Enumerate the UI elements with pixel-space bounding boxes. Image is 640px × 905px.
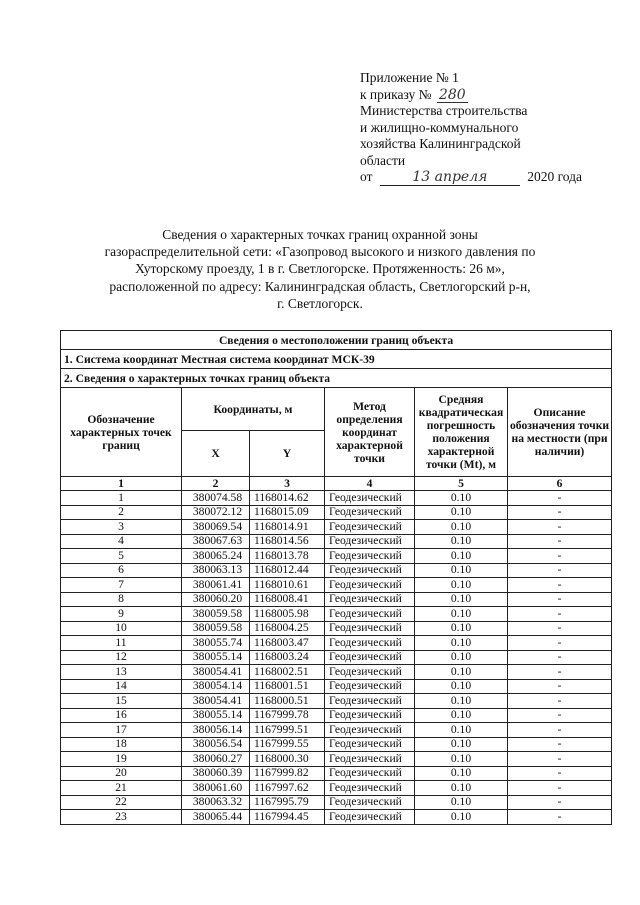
title-line2: газораспределительной сети: «Газопровод высокого и низкого давления по bbox=[104, 244, 536, 260]
x-coordinate-cell: 380060.20 bbox=[182, 592, 250, 607]
date-handwritten: 13 апреля bbox=[412, 169, 488, 185]
point-id-cell: 20 bbox=[61, 766, 182, 781]
method-cell: Геодезический bbox=[325, 723, 415, 738]
section-points-header: 2. Сведения о характерных точках границ объекта bbox=[61, 369, 612, 388]
point-id-cell: 15 bbox=[61, 694, 182, 709]
x-coordinate-cell: 380054.14 bbox=[182, 679, 250, 694]
header-error: Средняя квадратическая погрешность положения характерной точки (Mt), м bbox=[415, 388, 508, 477]
error-cell: 0.10 bbox=[415, 607, 508, 622]
point-id-cell: 11 bbox=[61, 636, 182, 651]
description-cell: - bbox=[508, 520, 612, 535]
y-coordinate-cell: 1168005.98 bbox=[250, 607, 325, 622]
error-cell: 0.10 bbox=[415, 505, 508, 520]
error-cell: 0.10 bbox=[415, 491, 508, 506]
x-coordinate-cell: 380063.13 bbox=[182, 563, 250, 578]
point-id-cell: 4 bbox=[61, 534, 182, 549]
error-cell: 0.10 bbox=[415, 781, 508, 796]
description-cell: - bbox=[508, 737, 612, 752]
y-coordinate-cell: 1167994.45 bbox=[250, 810, 325, 825]
y-coordinate-cell: 1168008.41 bbox=[250, 592, 325, 607]
description-cell: - bbox=[508, 650, 612, 665]
table-row bbox=[61, 737, 612, 752]
point-id-cell: 6 bbox=[61, 563, 182, 578]
y-coordinate-cell: 1168003.24 bbox=[250, 650, 325, 665]
point-id-cell: 13 bbox=[61, 665, 182, 680]
appendix-line1: Приложение № 1 bbox=[360, 70, 459, 85]
document-title bbox=[60, 226, 580, 312]
boundary-points-table bbox=[60, 330, 612, 825]
method-cell: Геодезический bbox=[325, 505, 415, 520]
error-cell: 0.10 bbox=[415, 534, 508, 549]
table-row bbox=[61, 636, 612, 651]
method-cell: Геодезический bbox=[325, 520, 415, 535]
date-underline bbox=[380, 169, 520, 186]
point-id-cell: 22 bbox=[61, 795, 182, 810]
table-row bbox=[61, 694, 612, 709]
y-coordinate-cell: 1168000.51 bbox=[250, 694, 325, 709]
y-coordinate-cell: 1167997.62 bbox=[250, 781, 325, 796]
x-coordinate-cell: 380056.14 bbox=[182, 723, 250, 738]
description-cell: - bbox=[508, 723, 612, 738]
table-row bbox=[61, 752, 612, 767]
y-coordinate-cell: 1168014.91 bbox=[250, 520, 325, 535]
table-row bbox=[61, 810, 612, 825]
y-coordinate-cell: 1168013.78 bbox=[250, 549, 325, 564]
description-cell: - bbox=[508, 708, 612, 723]
y-coordinate-cell: 1168000.30 bbox=[250, 752, 325, 767]
method-cell: Геодезический bbox=[325, 679, 415, 694]
error-cell: 0.10 bbox=[415, 766, 508, 781]
error-cell: 0.10 bbox=[415, 592, 508, 607]
y-coordinate-cell: 1168004.25 bbox=[250, 621, 325, 636]
date-suffix: 2020 года bbox=[527, 169, 583, 184]
y-coordinate-cell: 1168014.62 bbox=[250, 491, 325, 506]
table-row bbox=[61, 491, 612, 506]
y-coordinate-cell: 1168002.51 bbox=[250, 665, 325, 680]
point-id-cell: 5 bbox=[61, 549, 182, 564]
table-row bbox=[61, 505, 612, 520]
method-cell: Геодезический bbox=[325, 578, 415, 593]
y-coordinate-cell: 1167999.51 bbox=[250, 723, 325, 738]
description-cell: - bbox=[508, 607, 612, 622]
table-row bbox=[61, 679, 612, 694]
point-id-cell: 21 bbox=[61, 781, 182, 796]
error-cell: 0.10 bbox=[415, 795, 508, 810]
method-cell: Геодезический bbox=[325, 650, 415, 665]
x-coordinate-cell: 380061.60 bbox=[182, 781, 250, 796]
x-coordinate-cell: 380061.41 bbox=[182, 578, 250, 593]
x-coordinate-cell: 380055.74 bbox=[182, 636, 250, 651]
order-number-handwritten: 280 bbox=[438, 86, 466, 103]
method-cell: Геодезический bbox=[325, 737, 415, 752]
y-coordinate-cell: 1168012.44 bbox=[250, 563, 325, 578]
y-coordinate-cell: 1168010.61 bbox=[250, 578, 325, 593]
point-id-cell: 23 bbox=[61, 810, 182, 825]
error-cell: 0.10 bbox=[415, 636, 508, 651]
description-cell: - bbox=[508, 766, 612, 781]
error-cell: 0.10 bbox=[415, 694, 508, 709]
appendix-block bbox=[360, 70, 610, 186]
column-number: 4 bbox=[325, 477, 415, 491]
header-method: Метод определения координат характерной точки bbox=[325, 388, 415, 477]
column-number: 1 bbox=[61, 477, 182, 491]
x-coordinate-cell: 380067.63 bbox=[182, 534, 250, 549]
y-coordinate-cell: 1167999.78 bbox=[250, 708, 325, 723]
column-number: 3 bbox=[250, 477, 325, 491]
error-cell: 0.10 bbox=[415, 810, 508, 825]
method-cell: Геодезический bbox=[325, 592, 415, 607]
description-cell: - bbox=[508, 679, 612, 694]
header-coordinates: Координаты, м bbox=[182, 388, 325, 431]
column-number: 6 bbox=[508, 477, 612, 491]
method-cell: Геодезический bbox=[325, 491, 415, 506]
method-cell: Геодезический bbox=[325, 665, 415, 680]
method-cell: Геодезический bbox=[325, 694, 415, 709]
error-cell: 0.10 bbox=[415, 679, 508, 694]
x-coordinate-cell: 380069.54 bbox=[182, 520, 250, 535]
method-cell: Геодезический bbox=[325, 810, 415, 825]
method-cell: Геодезический bbox=[325, 752, 415, 767]
x-coordinate-cell: 380054.41 bbox=[182, 665, 250, 680]
x-coordinate-cell: 380065.44 bbox=[182, 810, 250, 825]
point-id-cell: 8 bbox=[61, 592, 182, 607]
column-number-row bbox=[61, 477, 612, 491]
description-cell: - bbox=[508, 694, 612, 709]
x-coordinate-cell: 380055.14 bbox=[182, 708, 250, 723]
x-coordinate-cell: 380065.24 bbox=[182, 549, 250, 564]
table-row bbox=[61, 723, 612, 738]
point-id-cell: 14 bbox=[61, 679, 182, 694]
title-line3: Хуторскому проезду, 1 в г. Светлогорске. Протяженность: 26 м», bbox=[135, 261, 505, 277]
description-cell: - bbox=[508, 621, 612, 636]
point-id-cell: 2 bbox=[61, 505, 182, 520]
appendix-order-line bbox=[360, 87, 610, 104]
method-cell: Геодезический bbox=[325, 795, 415, 810]
description-cell: - bbox=[508, 592, 612, 607]
section-coordinate-system: 1. Система координат Местная система координат МСК-39 bbox=[61, 350, 612, 369]
table-row bbox=[61, 592, 612, 607]
point-id-cell: 16 bbox=[61, 708, 182, 723]
x-coordinate-cell: 380059.58 bbox=[182, 607, 250, 622]
table-row bbox=[61, 766, 612, 781]
table-row bbox=[61, 781, 612, 796]
point-id-cell: 10 bbox=[61, 621, 182, 636]
title-line4: расположенной по адресу: Калининградская область, Светлогорский р-н, bbox=[109, 278, 531, 294]
point-id-cell: 12 bbox=[61, 650, 182, 665]
column-number: 5 bbox=[415, 477, 508, 491]
column-number: 2 bbox=[182, 477, 250, 491]
description-cell: - bbox=[508, 752, 612, 767]
method-cell: Геодезический bbox=[325, 708, 415, 723]
error-cell: 0.10 bbox=[415, 563, 508, 578]
error-cell: 0.10 bbox=[415, 737, 508, 752]
description-cell: - bbox=[508, 534, 612, 549]
error-cell: 0.10 bbox=[415, 578, 508, 593]
method-cell: Геодезический bbox=[325, 781, 415, 796]
description-cell: - bbox=[508, 781, 612, 796]
method-cell: Геодезический bbox=[325, 766, 415, 781]
x-coordinate-cell: 380056.54 bbox=[182, 737, 250, 752]
table-row bbox=[61, 650, 612, 665]
error-cell: 0.10 bbox=[415, 650, 508, 665]
error-cell: 0.10 bbox=[415, 520, 508, 535]
x-coordinate-cell: 380060.27 bbox=[182, 752, 250, 767]
x-coordinate-cell: 380072.12 bbox=[182, 505, 250, 520]
header-description: Описание обозначения точки на местности (при наличии) bbox=[508, 388, 612, 477]
section-location-header: Сведения о местоположении границ объекта bbox=[61, 331, 612, 350]
table-row bbox=[61, 607, 612, 622]
description-cell: - bbox=[508, 505, 612, 520]
table-row bbox=[61, 578, 612, 593]
table-row bbox=[61, 549, 612, 564]
title-line1: Сведения о характерных точках границ охранной зоны bbox=[162, 227, 478, 242]
description-cell: - bbox=[508, 578, 612, 593]
error-cell: 0.10 bbox=[415, 723, 508, 738]
error-cell: 0.10 bbox=[415, 708, 508, 723]
table-row bbox=[61, 534, 612, 549]
description-cell: - bbox=[508, 491, 612, 506]
y-coordinate-cell: 1168015.09 bbox=[250, 505, 325, 520]
method-cell: Геодезический bbox=[325, 621, 415, 636]
point-id-cell: 9 bbox=[61, 607, 182, 622]
x-coordinate-cell: 380054.41 bbox=[182, 694, 250, 709]
point-id-cell: 1 bbox=[61, 491, 182, 506]
method-cell: Геодезический bbox=[325, 534, 415, 549]
point-id-cell: 18 bbox=[61, 737, 182, 752]
point-id-cell: 7 bbox=[61, 578, 182, 593]
description-cell: - bbox=[508, 636, 612, 651]
x-coordinate-cell: 380063.32 bbox=[182, 795, 250, 810]
appendix-line3: Министерства строительства bbox=[360, 103, 528, 118]
table-row bbox=[61, 795, 612, 810]
title-line5: г. Светлогорск. bbox=[277, 295, 363, 311]
description-cell: - bbox=[508, 810, 612, 825]
description-cell: - bbox=[508, 795, 612, 810]
table-row bbox=[61, 621, 612, 636]
header-y: Y bbox=[250, 431, 325, 477]
y-coordinate-cell: 1168014.56 bbox=[250, 534, 325, 549]
method-cell: Геодезический bbox=[325, 563, 415, 578]
point-id-cell: 19 bbox=[61, 752, 182, 767]
table-row bbox=[61, 563, 612, 578]
date-prefix: от bbox=[360, 169, 373, 184]
appendix-date-line bbox=[360, 169, 610, 186]
error-cell: 0.10 bbox=[415, 621, 508, 636]
description-cell: - bbox=[508, 665, 612, 680]
error-cell: 0.10 bbox=[415, 549, 508, 564]
error-cell: 0.10 bbox=[415, 752, 508, 767]
y-coordinate-cell: 1168001.51 bbox=[250, 679, 325, 694]
x-coordinate-cell: 380055.14 bbox=[182, 650, 250, 665]
x-coordinate-cell: 380059.58 bbox=[182, 621, 250, 636]
error-cell: 0.10 bbox=[415, 665, 508, 680]
table-row bbox=[61, 520, 612, 535]
header-x: X bbox=[182, 431, 250, 477]
x-coordinate-cell: 380074.58 bbox=[182, 491, 250, 506]
y-coordinate-cell: 1167999.82 bbox=[250, 766, 325, 781]
method-cell: Геодезический bbox=[325, 549, 415, 564]
appendix-line4: и жилищно-коммунального bbox=[360, 119, 519, 135]
y-coordinate-cell: 1168003.47 bbox=[250, 636, 325, 651]
header-designation: Обозначение характерных точек границ bbox=[61, 388, 182, 477]
y-coordinate-cell: 1167995.79 bbox=[250, 795, 325, 810]
table-row bbox=[61, 665, 612, 680]
appendix-line5: хозяйства Калининградской bbox=[360, 136, 521, 151]
appendix-order-prefix: к приказу № bbox=[360, 86, 432, 102]
method-cell: Геодезический bbox=[325, 636, 415, 651]
description-cell: - bbox=[508, 563, 612, 578]
y-coordinate-cell: 1167999.55 bbox=[250, 737, 325, 752]
point-id-cell: 3 bbox=[61, 520, 182, 535]
appendix-line6: области bbox=[360, 152, 406, 168]
point-id-cell: 17 bbox=[61, 723, 182, 738]
table-row bbox=[61, 708, 612, 723]
method-cell: Геодезический bbox=[325, 607, 415, 622]
description-cell: - bbox=[508, 549, 612, 564]
x-coordinate-cell: 380060.39 bbox=[182, 766, 250, 781]
